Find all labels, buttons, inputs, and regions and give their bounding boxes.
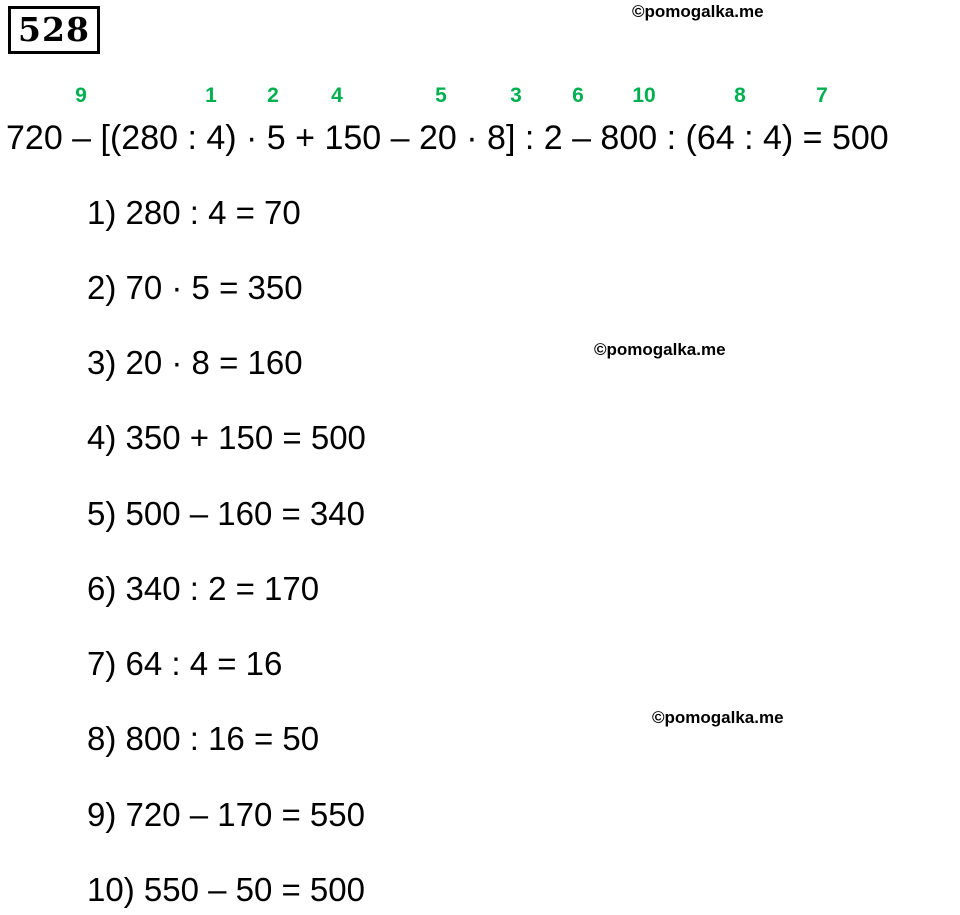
operation-order-label: 2 [267,84,279,107]
watermark: ©pomogalka.me [652,708,784,727]
operation-order-label: 8 [734,84,746,107]
operation-order-label: 3 [510,84,522,107]
solution-step: 8) 800 : 16 = 50 [87,720,320,757]
operation-order-label: 5 [435,84,447,107]
operation-order-label: 1 [205,84,217,107]
watermark: ©pomogalka.me [594,340,726,359]
math-expression: 720 – [(280 : 4) · 5 + 150 – 20 · 8] : 2 – 800 : (64 : 4) = 500 [6,119,889,157]
solution-step: 3) 20 · 8 = 160 [87,344,303,381]
operation-order-label: 6 [572,84,584,107]
problem-number: 528 [8,6,100,54]
solution-step: 2) 70 · 5 = 350 [87,269,303,306]
operation-order-label: 10 [632,84,656,107]
solution-step: 9) 720 – 170 = 550 [87,796,365,833]
solution-step: 1) 280 : 4 = 70 [87,194,301,231]
solution-step: 7) 64 : 4 = 16 [87,645,283,682]
solution-step: 10) 550 – 50 = 500 [87,871,365,908]
solution-step: 4) 350 + 150 = 500 [87,419,366,456]
operation-order-label: 9 [75,84,87,107]
solution-step: 5) 500 – 160 = 340 [87,495,365,532]
operation-order-label: 7 [816,84,828,107]
watermark: ©pomogalka.me [632,2,764,21]
operation-order-label: 4 [331,84,343,107]
solution-step: 6) 340 : 2 = 170 [87,570,320,607]
